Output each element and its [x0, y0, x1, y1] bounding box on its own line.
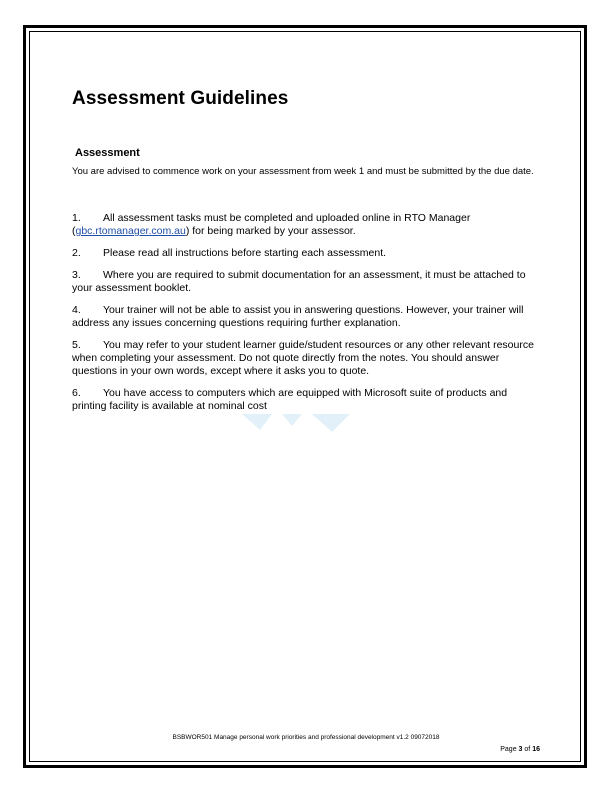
guideline-number: 6.: [72, 387, 81, 399]
guideline-number: 3.: [72, 269, 81, 281]
rto-manager-link[interactable]: gbc.rtomanager.com.au: [75, 225, 186, 237]
page-current: 3: [518, 746, 523, 753]
section-heading: Assessment: [75, 147, 140, 159]
watermark-shape-right: [312, 414, 350, 432]
guideline-item-5: [72, 339, 542, 378]
guideline-text: All assessment tasks must be completed and uploaded online in RTO Manager (: [72, 212, 471, 237]
guidelines-list: [72, 212, 542, 422]
page-title: Assessment Guidelines: [72, 88, 289, 109]
guideline-text: You may refer to your student learner guide/student resources or any other relevant resource when completing your assessment. Do not quote directly from the notes. You should answer questions in your own words, except where it asks you to quote.: [72, 339, 534, 377]
guideline-item-2: [72, 247, 542, 260]
guideline-number: 1.: [72, 212, 81, 224]
guideline-text: Where you are required to submit documentation for an assessment, it must be attached to your assessment booklet.: [72, 269, 526, 294]
page-prefix: Page: [500, 746, 517, 753]
footer-page-number: [500, 746, 540, 753]
guideline-item-4: [72, 304, 542, 330]
footer-document-reference: BSBWOR501 Manage personal work priorities and professional development v1.2 09072018: [172, 734, 440, 741]
guideline-number: 4.: [72, 304, 81, 316]
page-of: of: [524, 746, 531, 753]
guideline-text: ) for being marked by your assessor.: [185, 225, 356, 237]
page-total: 16: [532, 746, 540, 753]
guideline-item-1: [72, 212, 542, 238]
guideline-text: Please read all instructions before starting each assessment.: [103, 247, 387, 259]
guideline-number: 5.: [72, 339, 81, 351]
watermark-shape-left: [242, 414, 272, 430]
watermark-logo: [232, 410, 362, 434]
intro-paragraph: You are advised to commence work on your assessment from week 1 and must be submitted by the due date.: [72, 166, 534, 177]
guideline-text: You have access to computers which are equipped with Microsoft suite of products and printing facility is available at nominal cost: [72, 387, 508, 412]
guideline-number: 2.: [72, 247, 81, 259]
guideline-item-3: [72, 269, 542, 295]
guideline-text: Your trainer will not be able to assist you in answering questions. However, your trainer will address any issues concerning questions requiring further explanation.: [72, 304, 524, 329]
watermark-shape-middle: [282, 414, 302, 426]
